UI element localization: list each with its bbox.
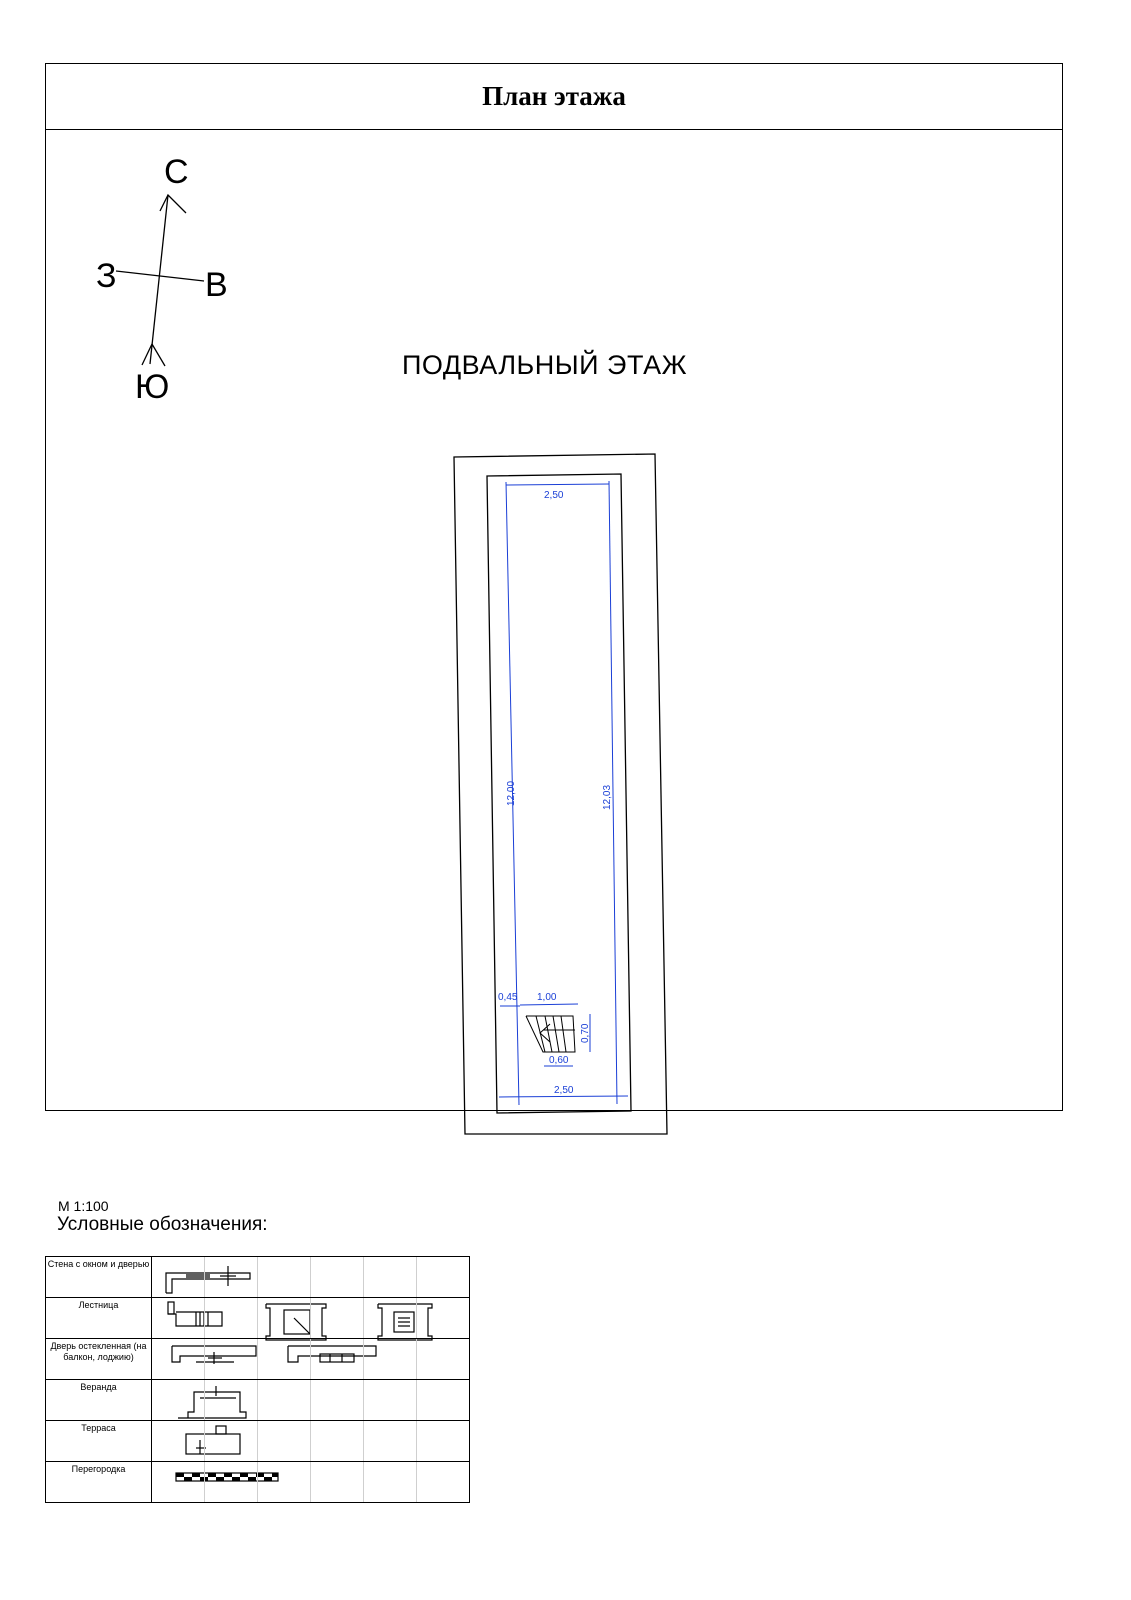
legend-symbol-cell [152, 1380, 470, 1421]
stair-width-line [520, 1004, 578, 1005]
legend-label: Терраса [46, 1421, 152, 1462]
legend-label: Перегородка [46, 1462, 152, 1503]
legend-row [46, 1339, 470, 1380]
legend-row [46, 1380, 470, 1421]
compass-ns-line [150, 195, 168, 364]
outer-wall-outline [454, 454, 667, 1134]
compass-east-label: В [205, 266, 228, 304]
legend-symbol-cell [152, 1298, 470, 1339]
legend-label: Стена с окном и дверью [46, 1257, 152, 1298]
compass-south-label: Ю [135, 368, 170, 406]
stair-icon [526, 1016, 575, 1052]
compass-rose [116, 195, 204, 366]
compass-west-label: З [96, 257, 117, 295]
legend-label: Веранда [46, 1380, 152, 1421]
page-title: План этажа [482, 81, 626, 111]
south-tail-icon [142, 344, 165, 366]
stair-depth-label: 0,70 [580, 1023, 591, 1043]
bottom-width-label: 2,50 [554, 1085, 574, 1096]
legend-row [46, 1462, 470, 1503]
legend-title: Условные обозначения: [57, 1214, 268, 1235]
stair-width-label: 1,00 [537, 992, 557, 1003]
legend-symbol-cell [152, 1257, 470, 1298]
legend-label: Дверь остекленная (на балкон, лоджию) [46, 1339, 152, 1380]
legend-row [46, 1257, 470, 1298]
scale-label: М 1:100 [58, 1198, 109, 1214]
top-width-label: 2,50 [544, 490, 564, 501]
stair-step-label: 0,60 [549, 1055, 569, 1066]
top-dimension-line [506, 484, 609, 485]
legend-label: Лестница [46, 1298, 152, 1339]
stair-offset-label: 0,45 [498, 992, 518, 1003]
left-length-label: 12,00 [506, 780, 517, 806]
right-length-label: 12,03 [602, 784, 613, 810]
compass-north-label: С [164, 153, 189, 191]
legend-table [45, 1256, 470, 1503]
legend-row [46, 1298, 470, 1339]
legend-symbol-cell [152, 1462, 470, 1503]
floor-name: ПОДВАЛЬНЫЙ ЭТАЖ [402, 350, 688, 380]
legend-symbol-cell [152, 1339, 470, 1380]
north-arrow-icon [160, 195, 186, 213]
legend-symbol-cell [152, 1421, 470, 1462]
legend-row [46, 1421, 470, 1462]
